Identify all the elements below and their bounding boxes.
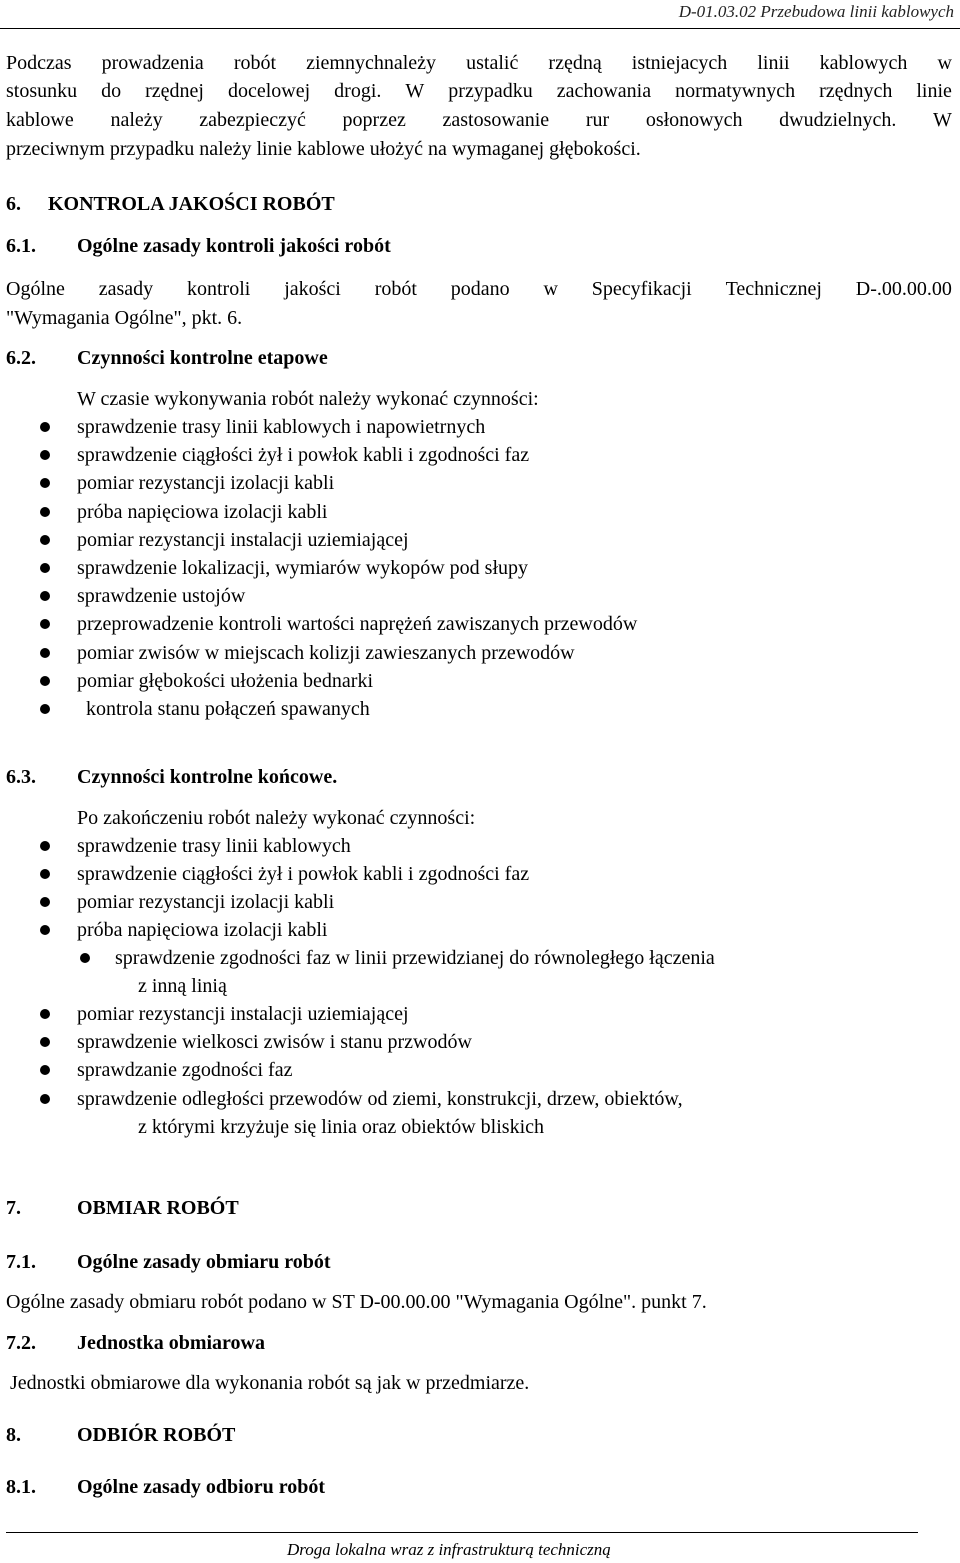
word: Specyfikacji xyxy=(591,278,692,300)
section-8-1-title: Ogólne zasady odbioru robót xyxy=(77,1476,325,1498)
list-item: pomiar rezystancji izolacji kabli xyxy=(77,891,335,913)
list-item: pomiar głębokości ułożenia bednarki xyxy=(77,669,374,692)
bullet-icon xyxy=(40,535,50,545)
section-7-2-title: Jednostka obmiarowa xyxy=(77,1332,265,1354)
bullet-icon xyxy=(40,1037,50,1047)
section-7-2-text: Jednostki obmiarowe dla wykonania robót są jak w przedmiarze. xyxy=(10,1372,530,1394)
word: linie xyxy=(916,80,952,102)
section-7-1-number: 7.1. xyxy=(6,1251,36,1273)
section-8-number: 8. xyxy=(6,1424,21,1446)
word: linii xyxy=(757,52,790,74)
word: drogi. xyxy=(334,80,382,102)
list-item: sprawdzenie trasy linii kablowych i napowietrnych xyxy=(77,416,486,438)
list-item: sprawdzenie wielkosci zwisów i stanu przwodów xyxy=(77,1031,472,1053)
word: zastosowanie xyxy=(442,109,550,131)
bullet-icon xyxy=(40,897,50,907)
section-6-2-number: 6.2. xyxy=(6,347,36,369)
bullet-icon xyxy=(40,422,50,432)
section-6-title: KONTROLA JAKOŚCI ROBÓT xyxy=(48,193,335,215)
bullet-icon xyxy=(40,563,50,573)
list-item: pomiar zwisów w miejscach kolizji zawieszanych przewodów xyxy=(77,641,575,664)
word: kablowe xyxy=(6,109,74,131)
section-8-1-number: 8.1. xyxy=(6,1476,36,1498)
section-6-1-line-1 xyxy=(6,279,952,299)
footer-rule xyxy=(6,1532,918,1533)
bullet-icon xyxy=(40,507,50,517)
word: rzędnej xyxy=(145,80,204,102)
section-6-number: 6. xyxy=(6,193,21,215)
bullet-icon xyxy=(40,478,50,488)
word: do xyxy=(101,80,122,102)
section-7-2-number: 7.2. xyxy=(6,1332,36,1354)
bullet-icon xyxy=(40,869,50,879)
section-6-2-title: Czynności kontrolne etapowe xyxy=(77,347,328,369)
list-item: sprawdzenie ciągłości żył i powłok kabli i zgodności faz xyxy=(77,444,530,467)
word: rzędną xyxy=(548,52,602,74)
word: rur xyxy=(585,109,610,131)
bullet-icon xyxy=(40,1065,50,1075)
word: poprzez xyxy=(342,109,406,131)
word: w xyxy=(937,52,952,74)
list-item: próba napięciowa izolacji kabli xyxy=(77,500,328,523)
section-7-title: OBMIAR ROBÓT xyxy=(77,1197,239,1219)
list-item: sprawdzenie ciągłości żył i powłok kabli i zgodności faz xyxy=(77,863,530,885)
word: normatywnych xyxy=(675,80,796,102)
word: przypadku xyxy=(448,80,533,102)
word: należy xyxy=(110,109,163,131)
intro-line-1 xyxy=(6,53,952,73)
word: kontroli xyxy=(187,278,251,300)
list-item: przeprowadzenie kontroli wartości naprężeń zawiszanych przewodów xyxy=(77,613,638,636)
word: zasady xyxy=(98,278,154,300)
page-header: D-01.03.02 Przebudowa linii kablowych xyxy=(678,2,954,21)
section-6-1-number: 6.1. xyxy=(6,235,36,257)
word: kablowych xyxy=(819,52,908,74)
section-8-title: ODBIÓR ROBÓT xyxy=(77,1424,236,1446)
section-7-number: 7. xyxy=(6,1197,21,1219)
list-item: pomiar rezystancji instalacji uziemiającej xyxy=(77,528,409,551)
section-6-3-title: Czynności kontrolne końcowe. xyxy=(77,766,338,788)
bullet-icon xyxy=(80,953,90,963)
word: robót xyxy=(374,278,417,300)
list-item-continuation: z którymi krzyżuje się linia oraz obiektów bliskich xyxy=(138,1116,544,1138)
intro-line-2 xyxy=(6,81,952,101)
word: robót xyxy=(233,52,277,74)
list-item: pomiar rezystancji instalacji uziemiającej xyxy=(77,1003,409,1025)
word: Technicznej xyxy=(725,278,822,300)
list-item: próba napięciowa izolacji kabli xyxy=(77,919,328,941)
intro-line-3 xyxy=(6,110,952,130)
word: docelowej xyxy=(227,80,311,102)
section-7-1-text: Ogólne zasady obmiaru robót podano w ST D-00.00.00 "Wymagania Ogólne". punkt 7. xyxy=(6,1291,707,1313)
list-item: sprawdzenie trasy linii kablowych xyxy=(77,835,351,857)
word: dwudzielnych. xyxy=(779,109,897,131)
section-6-1-title: Ogólne zasady kontroli jakości robót xyxy=(77,235,391,257)
word: Ogólne xyxy=(6,278,65,300)
bullet-icon xyxy=(40,1094,50,1104)
bullet-icon xyxy=(40,648,50,658)
bullet-icon xyxy=(40,841,50,851)
header-rule xyxy=(0,28,960,29)
word: zachowania xyxy=(556,80,652,102)
word: W xyxy=(933,109,952,131)
bullet-icon xyxy=(40,1009,50,1019)
page-footer: Droga lokalna wraz z infrastrukturą techniczną xyxy=(287,1540,611,1559)
section-6-1-line-2: "Wymagania Ogólne", pkt. 6. xyxy=(6,307,243,329)
word: stosunku xyxy=(6,80,78,102)
list-item: sprawdzanie zgodności faz xyxy=(77,1059,293,1081)
word: osłonowych xyxy=(645,109,743,131)
section-7-1-title: Ogólne zasady obmiaru robót xyxy=(77,1251,331,1273)
list-item: kontrola stanu połączeń spawanych xyxy=(86,698,370,720)
list-item-continuation: z inną linią xyxy=(138,975,227,997)
bullet-icon xyxy=(40,704,50,714)
bullet-icon xyxy=(40,591,50,601)
section-6-3-intro: Po zakończeniu robót należy wykonać czynności: xyxy=(77,807,476,829)
word: rzędnych xyxy=(819,80,893,102)
section-6-2-intro: W czasie wykonywania robót należy wykonać czynności: xyxy=(77,388,539,410)
bullet-icon xyxy=(40,925,50,935)
bullet-icon xyxy=(40,450,50,460)
list-item: sprawdzenie odległości przewodów od ziemi, konstrukcji, drzew, obiektów, xyxy=(77,1088,683,1110)
word: D-.00.00.00 xyxy=(855,278,952,300)
bullet-icon xyxy=(40,619,50,629)
word: W xyxy=(405,80,425,102)
list-item: pomiar rezystancji izolacji kabli xyxy=(77,472,335,495)
word: ziemnychnależy xyxy=(306,52,437,74)
word: podano xyxy=(450,278,510,300)
word: ustalić xyxy=(466,52,519,74)
list-item: sprawdzenie zgodności faz w linii przewidzianej do równoległego łączenia xyxy=(115,947,715,969)
word: prowadzenia xyxy=(101,52,204,74)
intro-line-4: przeciwnym przypadku należy linie kablowe ułożyć na wymaganej głębokości. xyxy=(6,138,641,160)
list-item: sprawdzenie ustojów xyxy=(77,585,246,608)
word: zabezpieczyć xyxy=(199,109,306,131)
word: w xyxy=(543,278,558,300)
word: istniejacych xyxy=(631,52,728,74)
section-6-3-number: 6.3. xyxy=(6,766,36,788)
word: jakości xyxy=(284,278,341,300)
bullet-icon xyxy=(40,676,50,686)
list-item: sprawdzenie lokalizacji, wymiarów wykopów pod słupy xyxy=(77,557,529,579)
word: Podczas xyxy=(6,52,72,74)
